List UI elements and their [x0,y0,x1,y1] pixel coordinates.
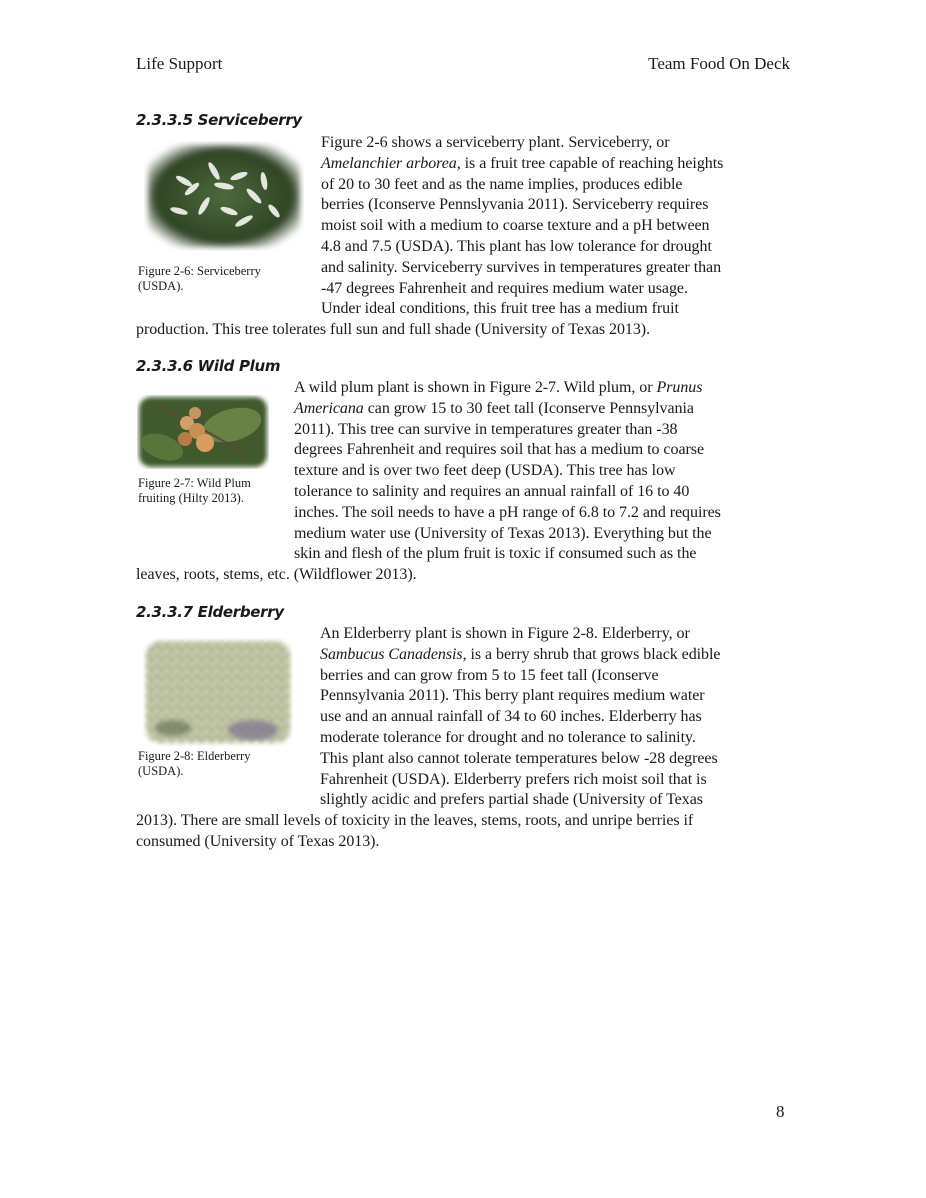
page-header [136,54,790,78]
section-heading-wild-plum: 2.3.3.6 Wild Plum [136,357,281,375]
text-line: use and an annual rainfall of 34 to 60 inches. Elderberry has [320,708,702,726]
text-line [136,378,790,399]
caption-line: fruiting (Hilty 2013). [138,491,244,505]
text-line: This plant also cannot tolerate temperatures below -28 degrees [320,749,718,767]
text-line [136,154,790,175]
text-run: Figure 2-6 shows a serviceberry plant. Serviceberry, or [321,134,670,151]
text-line: degrees Fahrenheit and requires soil that has a medium to coarse [294,441,704,459]
text-line: production. This tree tolerates full sun and full shade (University of Texas 2013). [136,321,651,339]
text-line: tolerance to salinity and requires an annual rainfall of 16 to 40 [294,482,690,500]
text-run: A wild plum plant is shown in Figure 2-7. Wild plum, or [294,379,657,396]
text-line: moist soil with a medium to coarse texture and a pH between [321,217,710,235]
text-line: 2011). This tree can survive in temperatures greater than -38 [294,420,678,438]
text-line: An Elderberry plant is shown in Figure 2-8. Elderberry, or [320,625,690,642]
text-line: of 20 to 30 feet and as the name implies, produces edible [321,175,683,193]
caption-line: Figure 2-6: Serviceberry [138,264,261,278]
scientific-name: Amelanchier arborea [321,154,457,172]
text-line: moderate tolerance for drought and no tolerance to salinity. [320,728,696,746]
text-line: slightly acidic and prefers partial shade (University of Texas [320,791,703,809]
caption-line: Figure 2-7: Wild Plum [138,476,251,490]
paragraph-wild-plum [136,378,790,586]
text-line: consumed (University of Texas 2013). [136,832,380,850]
paragraph-serviceberry [136,133,790,341]
text-line: 2013). There are small levels of toxicity in the leaves, stems, roots, and unripe berries if [136,812,694,830]
scientific-name: Americana [294,399,364,417]
text-line: leaves, roots, stems, etc. (Wildflower 2013). [136,566,417,584]
text-line [136,133,790,154]
text-run: , is a fruit tree capable of reaching heights [456,154,724,172]
caption-line: (USDA). [138,279,184,293]
text-line: and salinity. Serviceberry survives in temperatures greater than [321,258,722,276]
paragraph-elderberry [136,624,790,853]
scientific-name: Sambucus Canadensis, [320,645,467,663]
text-run: is a berry shrub that grows black edible [466,645,721,663]
scientific-name: Prunus [656,379,703,396]
text-line: 4.8 and 7.5 (USDA). This plant has low tolerance for drought [321,237,712,255]
text-line: skin and flesh of the plum fruit is toxic if consumed such as the [294,545,697,563]
text-line: inches. The soil needs to have a pH range of 6.8 to 7.2 and requires [294,503,721,521]
page-number: 8 [776,1102,785,1121]
text-run: can grow 15 to 30 feet tall (Iconserve Pennsylvania [363,399,694,417]
text-line: Pennsylvania 2011). This berry plant requires medium water [320,687,705,705]
header-right: Team Food On Deck [648,54,790,73]
text-line: texture and is over two feet deep (USDA). This tree has low [294,462,676,480]
text-line: medium water use (University of Texas 2013). Everything but the [294,524,712,542]
caption-line: (USDA). [138,764,184,778]
caption-line: Figure 2-8: Elderberry [138,749,251,763]
text-line: berries and can grow from 5 to 15 feet tall (Iconserve [320,666,659,684]
text-line: berries (Iconserve Pennslyvania 2011). Serviceberry requires [321,196,709,214]
text-line: -47 degrees Fahrenheit and requires medium water usage. [321,279,688,297]
text-line: Under ideal conditions, this fruit tree has a medium fruit [321,300,679,318]
text-line: Fahrenheit (USDA). Elderberry prefers rich moist soil that is [320,770,707,788]
text-line [136,645,790,666]
section-heading-serviceberry: 2.3.3.5 Serviceberry [136,111,302,129]
text-line [136,399,790,420]
header-left: Life Support [136,54,223,73]
section-heading-elderberry: 2.3.3.7 Elderberry [136,603,284,621]
